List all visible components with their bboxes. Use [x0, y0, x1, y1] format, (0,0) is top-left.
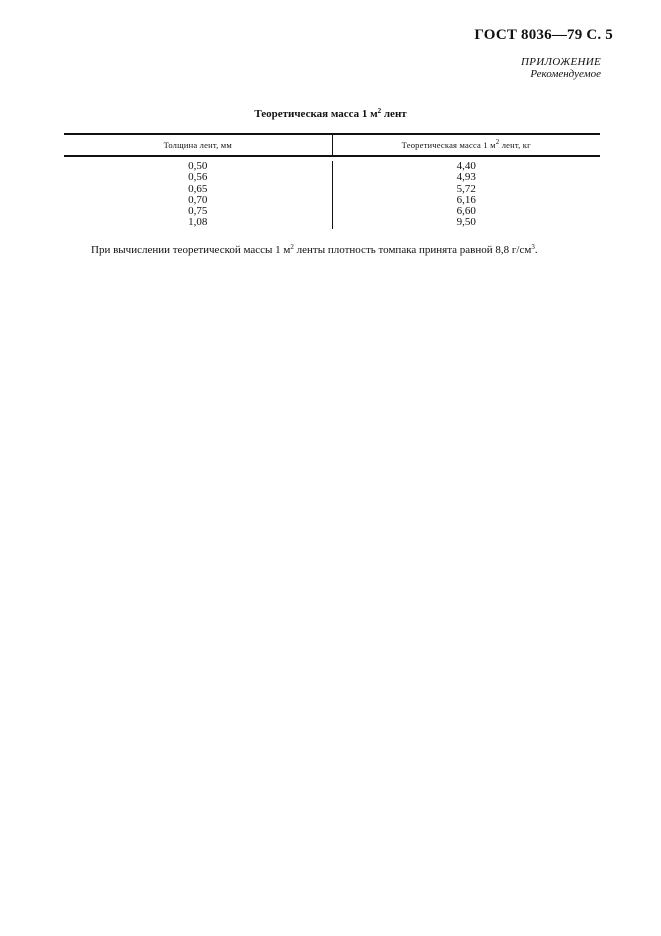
mass-cell: 6,60 [456, 205, 476, 218]
note-part3: . [534, 244, 538, 256]
document-code: ГОСТ 8036—79 С. 5 [474, 27, 613, 43]
density-note [91, 244, 538, 256]
thickness-cell: 0,65 [188, 182, 208, 195]
note-sup1: 2 [290, 243, 294, 251]
header-mass [333, 135, 601, 155]
thickness-cell: 0,75 [188, 205, 208, 218]
mass-cell: 4,40 [456, 160, 476, 172]
thickness-cell: 0,50 [188, 160, 208, 172]
thickness-column [64, 161, 333, 229]
note-part2: ленты плотность томпака принята равной 8,8 г/см [293, 244, 532, 256]
thickness-cell: 0,56 [188, 171, 208, 184]
mass-cell: 4,93 [456, 171, 476, 184]
header-thickness: Толщина лент, мм [64, 135, 333, 155]
note-sup2: 3 [531, 243, 535, 251]
mass-cell: 9,50 [456, 216, 476, 229]
appendix-kind: Рекомендуемое [530, 68, 601, 80]
table-title-main: Теоретическая масса 1 м [254, 108, 378, 120]
table-title-tail: лент [381, 108, 407, 120]
thickness-cell: 1,08 [188, 216, 208, 229]
mass-table [64, 133, 600, 231]
header-mass-main: Теоретическая масса 1 м [401, 140, 496, 150]
mass-cell: 6,16 [456, 193, 476, 206]
mass-column [333, 161, 601, 229]
table-header-row [64, 135, 600, 155]
table-body [64, 157, 600, 231]
table-title-sup: 2 [377, 107, 382, 115]
mass-cell: 5,72 [456, 182, 476, 195]
appendix-label: ПРИЛОЖЕНИЕ [521, 56, 601, 68]
appendix-block [521, 56, 601, 80]
table-title [0, 108, 661, 120]
header-mass-tail: лент, кг [499, 140, 531, 150]
header-mass-sup: 2 [495, 138, 500, 146]
thickness-cell: 0,70 [188, 193, 208, 206]
note-part1: При вычислении теоретической массы 1 м [91, 244, 291, 256]
